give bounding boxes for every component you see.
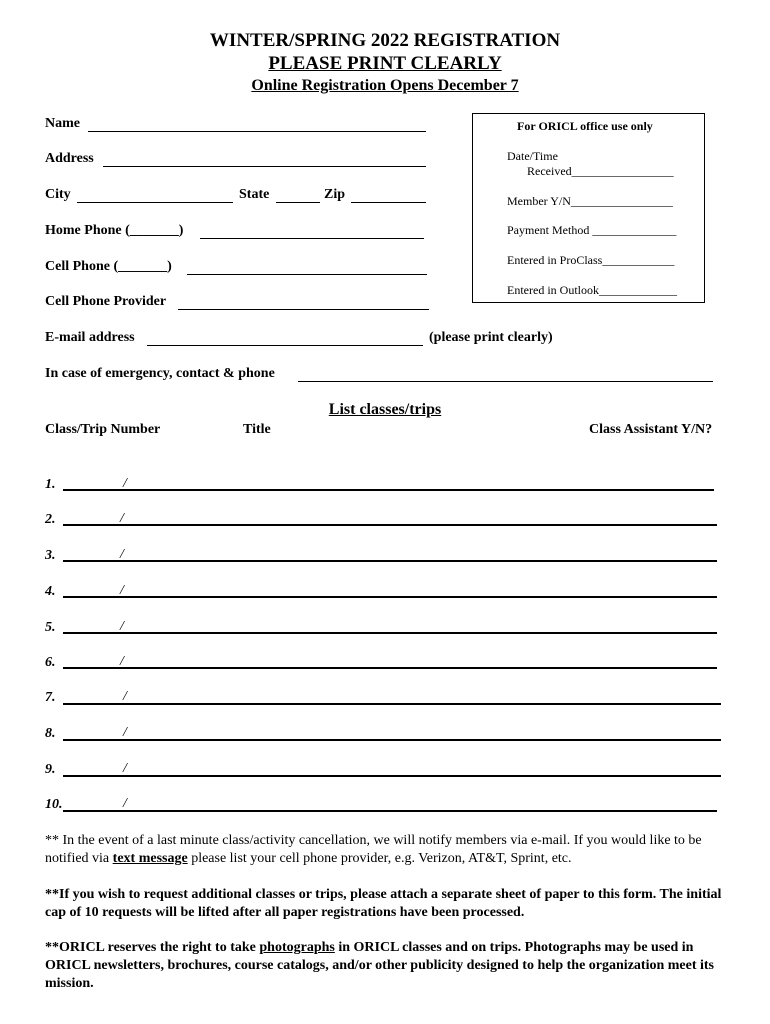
home-phone-label: Home Phone (_______) <box>45 223 184 238</box>
address-field[interactable] <box>103 166 426 167</box>
photographs-note <box>45 939 735 993</box>
row-number: 10. <box>45 797 63 812</box>
photographs-emphasis: photographs <box>259 940 335 955</box>
address-label: Address <box>45 151 94 166</box>
email-field[interactable] <box>147 345 423 346</box>
state-label: State <box>239 187 270 202</box>
col-title: Title <box>243 422 271 437</box>
row-slash: / <box>123 476 127 491</box>
class-row-5-field[interactable] <box>63 632 717 634</box>
row-slash: / <box>120 654 124 669</box>
home-phone-field[interactable] <box>200 238 424 239</box>
online-registration-text: Online Registration Opens December 7 <box>251 77 519 94</box>
row-number: 4. <box>45 584 56 599</box>
form-subtitle <box>0 53 770 75</box>
city-field[interactable] <box>77 202 233 203</box>
class-row-2-field[interactable] <box>63 524 717 526</box>
row-number: 3. <box>45 548 56 563</box>
state-field[interactable] <box>276 202 320 203</box>
office-use-heading: For ORICL office use only <box>517 119 653 133</box>
office-proclass: Entered in ProClass____________ <box>507 253 675 267</box>
cell-provider-field[interactable] <box>178 309 429 310</box>
name-label: Name <box>45 116 80 131</box>
row-slash: / <box>120 583 124 598</box>
row-number: 9. <box>45 762 56 777</box>
office-use-box <box>472 113 705 303</box>
row-slash: / <box>123 796 127 811</box>
office-member: Member Y/N_________________ <box>507 194 673 208</box>
classes-heading <box>0 401 770 419</box>
row-number: 6. <box>45 655 56 670</box>
note-text: **ORICL reserves the right to take <box>45 940 260 955</box>
row-slash: / <box>123 725 127 740</box>
row-slash: / <box>123 689 127 704</box>
cell-phone-field[interactable] <box>187 274 427 275</box>
office-received: Received_________________ <box>527 164 674 178</box>
text-message-emphasis: text message <box>112 851 188 866</box>
row-number: 2. <box>45 512 56 527</box>
row-number: 5. <box>45 620 56 635</box>
class-row-10-field[interactable] <box>63 810 717 812</box>
class-row-1-field[interactable] <box>63 489 714 491</box>
office-outlook: Entered in Outlook_____________ <box>507 283 677 297</box>
additional-classes-note: **If you wish to request additional classes or trips, please attach a separate sheet of paper to this form. The initial cap of 10 requests will be lifted after all paper registrations have been processed. <box>45 887 722 920</box>
class-row-7-field[interactable] <box>63 703 721 705</box>
online-registration-note <box>0 77 770 95</box>
office-payment-method: Payment Method ______________ <box>507 223 677 237</box>
cell-phone-label: Cell Phone (_______) <box>45 259 172 274</box>
emergency-field[interactable] <box>298 381 713 382</box>
zip-label: Zip <box>324 187 346 202</box>
row-number: 1. <box>45 477 56 492</box>
row-slash: / <box>123 761 127 776</box>
class-row-8-field[interactable] <box>63 739 721 741</box>
note-text: please list your cell phone provider, e.g. Verizon, AT&T, Sprint, etc. <box>187 851 572 866</box>
form-title: WINTER/SPRING 2022 REGISTRATION <box>209 30 561 51</box>
emergency-label: In case of emergency, contact & phone <box>45 366 275 381</box>
email-label: E-mail address <box>45 330 135 345</box>
note-text: ** In the event of a last minute class/activity cancellation, we will notify members via e-mail. If you would like to be notified via <box>45 833 702 866</box>
class-row-4-field[interactable] <box>63 596 717 598</box>
col-class-assistant: Class Assistant Y/N? <box>589 422 713 437</box>
row-number: 7. <box>45 690 56 705</box>
zip-field[interactable] <box>351 202 426 203</box>
email-note: (please print clearly) <box>429 330 553 345</box>
class-row-3-field[interactable] <box>63 560 717 562</box>
row-slash: / <box>120 547 124 562</box>
cancellation-note <box>45 832 735 868</box>
row-slash: / <box>120 511 124 526</box>
cell-provider-label: Cell Phone Provider <box>45 294 167 309</box>
col-class-number: Class/Trip Number <box>45 422 161 437</box>
office-date-time: Date/Time <box>507 149 558 163</box>
class-row-9-field[interactable] <box>63 775 721 777</box>
print-clearly-text: PLEASE PRINT CLEARLY <box>268 53 502 74</box>
class-row-6-field[interactable] <box>63 667 717 669</box>
note-text: in ORICL classes and on trips. Photographs may be used in ORICL newsletters, brochures, course catalogs, and/or other publicity designed to help the organization meet its mission. <box>45 940 714 991</box>
city-label: City <box>45 187 71 202</box>
name-field[interactable] <box>88 131 426 132</box>
row-slash: / <box>120 619 124 634</box>
row-number: 8. <box>45 726 56 741</box>
classes-heading-text: List classes/trips <box>328 401 442 418</box>
